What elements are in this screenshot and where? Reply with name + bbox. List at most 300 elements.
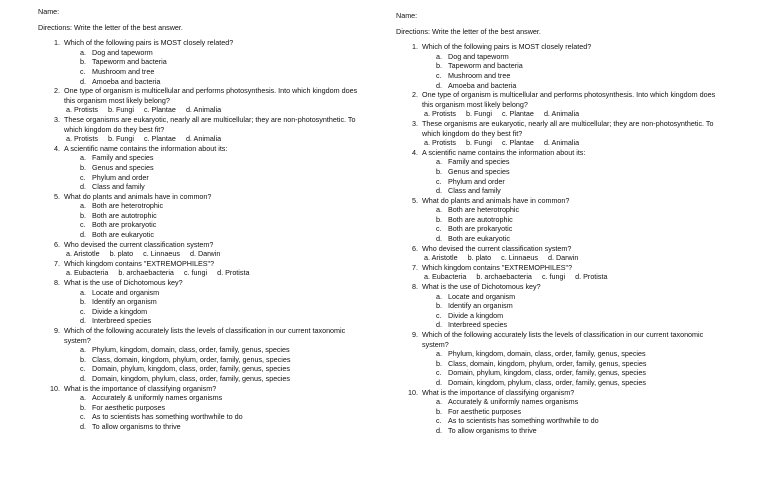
option-letter: c.: [436, 70, 442, 80]
answer-option: [502, 138, 534, 148]
answer-option: [64, 403, 368, 413]
option-text: Accurately & uniformly names organisms: [448, 397, 579, 407]
answer-option: [64, 173, 368, 183]
option-letter: b.: [80, 402, 86, 412]
option-text: Protists: [432, 109, 456, 119]
option-letter: a.: [436, 205, 442, 215]
option-text: Genus and species: [92, 162, 154, 172]
option-letter: b.: [436, 61, 442, 71]
option-text: Identify an organism: [92, 297, 157, 307]
option-letter: d.: [543, 109, 550, 119]
answer-option: [108, 105, 134, 115]
answer-options: [422, 157, 726, 195]
option-letter: c.: [436, 176, 442, 186]
name-label: Name:: [396, 11, 418, 20]
answer-options: [422, 349, 726, 387]
question-text: Which kingdom contains "EXTREMOPHILES"?: [422, 262, 573, 272]
option-letter: a.: [424, 272, 430, 282]
answer-option: [422, 167, 726, 177]
answer-options: [64, 249, 368, 259]
option-text: Fungi: [115, 105, 134, 115]
option-letter: c.: [436, 416, 442, 426]
option-text: Both are prokaryotic: [448, 224, 513, 234]
answer-option: [422, 320, 726, 330]
option-letter: d.: [185, 105, 192, 115]
option-letter: b.: [80, 57, 86, 67]
question-text: One type of organism is multicellular and performs photosynthesis. Into which kingdom does this organism most likely belong?: [64, 86, 358, 105]
answer-option: [422, 177, 726, 187]
answer-option: [66, 105, 98, 115]
option-text: Mushroom and tree: [448, 70, 511, 80]
option-text: Phylum and order: [448, 176, 505, 186]
option-text: As to scientists has something worthwhile to do: [92, 412, 243, 422]
option-letter: a.: [436, 157, 442, 167]
option-text: Class and family: [92, 182, 145, 192]
option-text: Protists: [74, 134, 98, 144]
option-text: As to scientists has something worthwhile to do: [448, 416, 599, 426]
option-letter: b.: [436, 406, 442, 416]
question-text: Which of the following pairs is MOST closely related?: [64, 38, 234, 48]
answer-option: [424, 253, 458, 263]
option-text: Eubacteria: [74, 268, 109, 278]
option-text: Phylum and order: [92, 172, 149, 182]
answer-option: [422, 224, 726, 234]
question-number: 2.: [412, 90, 418, 100]
option-text: Dog and tapeworm: [92, 47, 153, 57]
question-number: 8.: [54, 278, 60, 288]
option-letter: d.: [575, 272, 582, 282]
question-text: What is the use of Dichotomous key?: [422, 282, 541, 292]
question-item: [38, 384, 368, 432]
option-text: Mushroom and tree: [92, 66, 155, 76]
option-text: Both are autotrophic: [448, 214, 513, 224]
name-label: Name:: [38, 7, 60, 16]
option-text: plato: [117, 249, 134, 259]
answer-option: [422, 368, 726, 378]
answer-option: [422, 359, 726, 369]
answer-options: [64, 288, 368, 326]
answer-option: [424, 138, 456, 148]
option-text: Protista: [225, 268, 250, 278]
answer-option: [501, 253, 538, 263]
option-letter: c.: [501, 138, 508, 148]
option-text: Class and family: [448, 186, 501, 196]
option-letter: a.: [80, 201, 86, 211]
answer-options: [422, 253, 726, 263]
question-item: [396, 42, 726, 90]
question-item: [38, 115, 368, 144]
answer-options: [64, 201, 368, 239]
answer-option: [422, 397, 726, 407]
question-number: 6.: [412, 243, 418, 253]
directions: Directions: Write the letter of the best answer.: [38, 22, 183, 32]
option-letter: a.: [424, 138, 430, 148]
answer-option: [64, 297, 368, 307]
question-item: [396, 90, 726, 119]
option-text: Phylum, kingdom, domain, class, order, family, genus, species: [448, 349, 646, 359]
answer-options: [64, 393, 368, 431]
option-letter: b.: [467, 253, 474, 263]
option-letter: b.: [465, 109, 472, 119]
option-text: Both are eukaryotic: [92, 230, 154, 240]
answer-option: [422, 71, 726, 81]
option-text: Divide a kingdom: [448, 310, 504, 320]
question-item: [396, 330, 726, 388]
answer-option: [422, 215, 726, 225]
answer-option: [64, 57, 368, 67]
answer-option: [186, 134, 221, 144]
answer-option: [64, 220, 368, 230]
answer-option: [64, 182, 368, 192]
option-letter: c.: [80, 306, 86, 316]
option-letter: b.: [465, 138, 472, 148]
option-letter: a.: [66, 268, 72, 278]
option-letter: d.: [543, 138, 550, 148]
answer-option: [544, 109, 579, 119]
option-text: Aristotle: [431, 253, 458, 263]
answer-option: [64, 355, 368, 365]
question-number: 9.: [412, 330, 418, 339]
answer-option: [110, 249, 134, 259]
answer-option: [64, 307, 368, 317]
option-letter: b.: [476, 272, 483, 282]
option-text: Genus and species: [448, 166, 510, 176]
option-text: For aesthetic purposes: [448, 406, 522, 416]
option-text: Phylum, kingdom, domain, class, order, family, genus, species: [92, 345, 290, 355]
question-text: These organisms are eukaryotic, nearly all are multicellular; they are non-photosynthetic. To which kingdom do they best fit?: [422, 118, 714, 138]
option-text: Interbreed species: [92, 316, 152, 326]
answer-option: [422, 311, 726, 321]
answer-option: [466, 109, 492, 119]
answer-option: [422, 52, 726, 62]
option-letter: c.: [80, 172, 86, 182]
option-letter: a.: [66, 249, 72, 259]
option-text: Plantae: [509, 109, 534, 119]
question-text: What is the importance of classifying organism?: [422, 387, 575, 397]
answer-option: [66, 134, 98, 144]
option-text: Linnaeus: [508, 253, 538, 263]
answer-option: [64, 393, 368, 403]
answer-option: [544, 138, 579, 148]
option-letter: a.: [80, 153, 86, 163]
option-text: Eubacteria: [432, 272, 467, 282]
option-text: Amoeba and bacteria: [448, 80, 517, 90]
question-text: One type of organism is multicellular and performs photosynthesis. Into which kingdom does this organism most likely belong?: [422, 90, 716, 109]
option-text: Protists: [432, 138, 456, 148]
option-letter: c.: [436, 310, 442, 320]
option-text: archaebacteria: [126, 268, 174, 278]
answer-option: [66, 268, 108, 278]
option-letter: d.: [436, 80, 442, 90]
answer-option: [422, 378, 726, 388]
answer-options: [422, 109, 726, 119]
option-letter: c.: [80, 66, 86, 76]
question-number: 9.: [54, 326, 60, 335]
question-item: [396, 244, 726, 263]
question-item: [396, 119, 726, 148]
answer-option: [422, 301, 726, 311]
answer-option: [424, 272, 466, 282]
option-letter: a.: [66, 105, 72, 115]
question-number: 6.: [54, 239, 60, 249]
answer-options: [422, 205, 726, 243]
option-letter: a.: [436, 291, 442, 301]
answer-option: [476, 272, 532, 282]
answer-option: [64, 345, 368, 355]
question-item: [38, 326, 368, 384]
option-text: Both are eukaryotic: [448, 234, 510, 244]
answer-option: [184, 268, 207, 278]
question-text: A scientific name contains the information about its:: [64, 143, 228, 153]
question-text: What do plants and animals have in common?: [422, 195, 570, 205]
option-text: Plantae: [151, 134, 176, 144]
option-letter: b.: [436, 301, 442, 311]
question-number: 5.: [54, 191, 60, 201]
option-text: Amoeba and bacteria: [92, 76, 161, 86]
answer-option: [143, 249, 180, 259]
option-text: Dog and tapeworm: [448, 51, 509, 61]
option-letter: a.: [436, 349, 442, 359]
option-letter: c.: [501, 109, 508, 119]
option-text: Interbreed species: [448, 320, 508, 330]
question-item: [38, 192, 368, 240]
answer-option: [64, 201, 368, 211]
answer-option: [64, 153, 368, 163]
option-letter: c.: [143, 249, 149, 259]
option-text: Domain, kingdom, phylum, class, order, family, genus, species: [448, 377, 647, 387]
question-number: 7.: [412, 262, 418, 272]
question-item: [396, 148, 726, 196]
question-item: [38, 278, 368, 326]
option-letter: d.: [436, 425, 442, 435]
option-text: Domain, phylum, kingdom, class, order, family, genus, species: [92, 364, 291, 374]
option-letter: a.: [80, 345, 86, 355]
option-text: Family and species: [448, 157, 510, 167]
option-letter: c.: [80, 220, 86, 230]
answer-option: [64, 422, 368, 432]
worksheet-left: [38, 7, 368, 432]
answer-option: [422, 416, 726, 426]
question-text: What do plants and animals have in common?: [64, 191, 212, 201]
answer-option: [144, 105, 176, 115]
question-number: 3.: [412, 118, 418, 128]
option-letter: d.: [80, 76, 86, 86]
option-letter: a.: [66, 134, 72, 144]
option-text: Animalia: [551, 109, 580, 119]
answer-option: [64, 316, 368, 326]
question-text: What is the use of Dichotomous key?: [64, 278, 183, 288]
directions: Directions: Write the letter of the best answer.: [396, 26, 541, 36]
option-letter: c.: [143, 105, 150, 115]
option-text: Fungi: [473, 138, 492, 148]
option-letter: d.: [185, 134, 192, 144]
question-number: 10.: [408, 387, 418, 397]
question-number: 10.: [50, 383, 60, 393]
answer-option: [422, 234, 726, 244]
answer-option: [422, 157, 726, 167]
question-item: [396, 282, 726, 330]
option-letter: d.: [436, 320, 442, 330]
option-text: Family and species: [92, 153, 154, 163]
answer-option: [64, 288, 368, 298]
option-letter: b.: [436, 358, 442, 368]
option-text: Fungi: [115, 134, 134, 144]
answer-option: [422, 81, 726, 91]
option-text: Both are autotrophic: [92, 210, 157, 220]
option-letter: c.: [501, 253, 507, 263]
option-letter: b.: [107, 134, 114, 144]
answer-option: [468, 253, 492, 263]
option-text: Aristotle: [73, 249, 100, 259]
answer-options: [422, 138, 726, 148]
question-list: [38, 38, 368, 431]
question-number: 5.: [412, 195, 418, 205]
option-text: fungi: [191, 268, 208, 278]
option-letter: a.: [436, 397, 442, 407]
option-text: Class, domain, kingdom, phylum, order, family, genus, species: [448, 358, 647, 368]
answer-option: [422, 349, 726, 359]
option-letter: c.: [436, 224, 442, 234]
option-text: Protists: [74, 105, 98, 115]
question-item: [38, 144, 368, 192]
question-number: 3.: [54, 114, 60, 124]
answer-option: [64, 67, 368, 77]
option-letter: d.: [217, 268, 224, 278]
option-letter: b.: [80, 297, 86, 307]
answer-option: [466, 138, 492, 148]
worksheet-right: [396, 11, 726, 436]
answer-option: [64, 77, 368, 87]
option-text: Animalia: [551, 138, 580, 148]
option-letter: c.: [80, 412, 86, 422]
question-item: [38, 259, 368, 278]
option-text: Accurately & uniformly names organisms: [92, 393, 223, 403]
answer-option: [422, 407, 726, 417]
option-letter: a.: [436, 51, 442, 61]
question-number: 7.: [54, 258, 60, 268]
option-letter: d.: [80, 421, 86, 431]
question-text: These organisms are eukaryotic, nearly all are multicellular; they are non-photosynthetic. To which kingdom do they best fit?: [64, 114, 356, 134]
answer-option: [64, 412, 368, 422]
option-text: Tapeworm and bacteria: [92, 57, 167, 67]
answer-options: [64, 345, 368, 383]
question-item: [38, 38, 368, 86]
answer-options: [422, 52, 726, 90]
option-text: To allow organisms to thrive: [92, 421, 181, 431]
answer-option: [542, 272, 565, 282]
question-text: Which of the following accurately lists the levels of classification in our current taxonomic system?: [64, 326, 346, 345]
option-text: For aesthetic purposes: [92, 402, 166, 412]
option-letter: b.: [436, 214, 442, 224]
option-letter: b.: [80, 354, 86, 364]
answer-option: [118, 268, 174, 278]
answer-options: [64, 134, 368, 144]
option-text: Locate and organism: [92, 287, 160, 297]
option-text: fungi: [549, 272, 566, 282]
option-text: Animalia: [193, 105, 222, 115]
answer-option: [64, 374, 368, 384]
option-letter: a.: [424, 109, 430, 119]
answer-options: [64, 105, 368, 115]
option-text: To allow organisms to thrive: [448, 425, 537, 435]
option-text: Plantae: [151, 105, 176, 115]
option-letter: a.: [80, 47, 86, 57]
question-item: [38, 86, 368, 115]
option-text: Domain, phylum, kingdom, class, order, family, genus, species: [448, 368, 647, 378]
question-text: Who devised the current classification system?: [64, 239, 214, 249]
option-letter: b.: [107, 105, 114, 115]
answer-option: [186, 105, 221, 115]
option-text: plato: [475, 253, 492, 263]
question-text: Which kingdom contains "EXTREMOPHILES"?: [64, 258, 215, 268]
question-item: [396, 388, 726, 436]
option-text: Both are heterotrophic: [92, 201, 164, 211]
option-text: Darwin: [555, 253, 579, 263]
question-text: Which of the following pairs is MOST closely related?: [422, 42, 592, 52]
question-text: A scientific name contains the information about its:: [422, 147, 586, 157]
answer-option: [64, 230, 368, 240]
question-item: [396, 196, 726, 244]
question-text: What is the importance of classifying organism?: [64, 383, 217, 393]
question-number: 4.: [54, 143, 60, 153]
option-text: Plantae: [509, 138, 534, 148]
option-letter: d.: [436, 186, 442, 196]
answer-option: [422, 292, 726, 302]
option-letter: b.: [80, 210, 86, 220]
question-number: 1.: [54, 38, 60, 48]
answer-options: [422, 397, 726, 435]
option-letter: d.: [436, 377, 442, 387]
answer-options: [422, 272, 726, 282]
option-text: Tapeworm and bacteria: [448, 61, 523, 71]
option-letter: c.: [541, 272, 548, 282]
answer-option: [548, 253, 578, 263]
answer-option: [144, 134, 176, 144]
question-number: 2.: [54, 86, 60, 96]
option-letter: a.: [80, 393, 86, 403]
option-letter: d.: [547, 253, 554, 263]
option-text: Animalia: [193, 134, 222, 144]
option-letter: d.: [80, 182, 86, 192]
answer-options: [64, 153, 368, 191]
option-letter: d.: [80, 230, 86, 240]
option-text: Both are prokaryotic: [92, 220, 157, 230]
question-text: Who devised the current classification system?: [422, 243, 572, 253]
option-letter: a.: [424, 253, 430, 263]
option-letter: d.: [80, 373, 86, 383]
answer-option: [422, 205, 726, 215]
answer-options: [422, 292, 726, 330]
question-number: 1.: [412, 42, 418, 52]
option-text: Both are heterotrophic: [448, 205, 520, 215]
question-number: 8.: [412, 282, 418, 292]
option-text: Identify an organism: [448, 301, 513, 311]
option-letter: c.: [436, 368, 442, 378]
answer-option: [422, 426, 726, 436]
option-letter: d.: [436, 234, 442, 244]
option-letter: c.: [143, 134, 150, 144]
answer-option: [422, 61, 726, 71]
option-letter: c.: [80, 364, 86, 374]
answer-option: [422, 186, 726, 196]
answer-options: [64, 48, 368, 86]
option-letter: d.: [189, 249, 196, 259]
option-text: Domain, kingdom, phylum, class, order, family, genus, species: [92, 373, 291, 383]
answer-option: [64, 48, 368, 58]
answer-option: [502, 109, 534, 119]
question-number: 4.: [412, 147, 418, 157]
answer-option: [424, 109, 456, 119]
